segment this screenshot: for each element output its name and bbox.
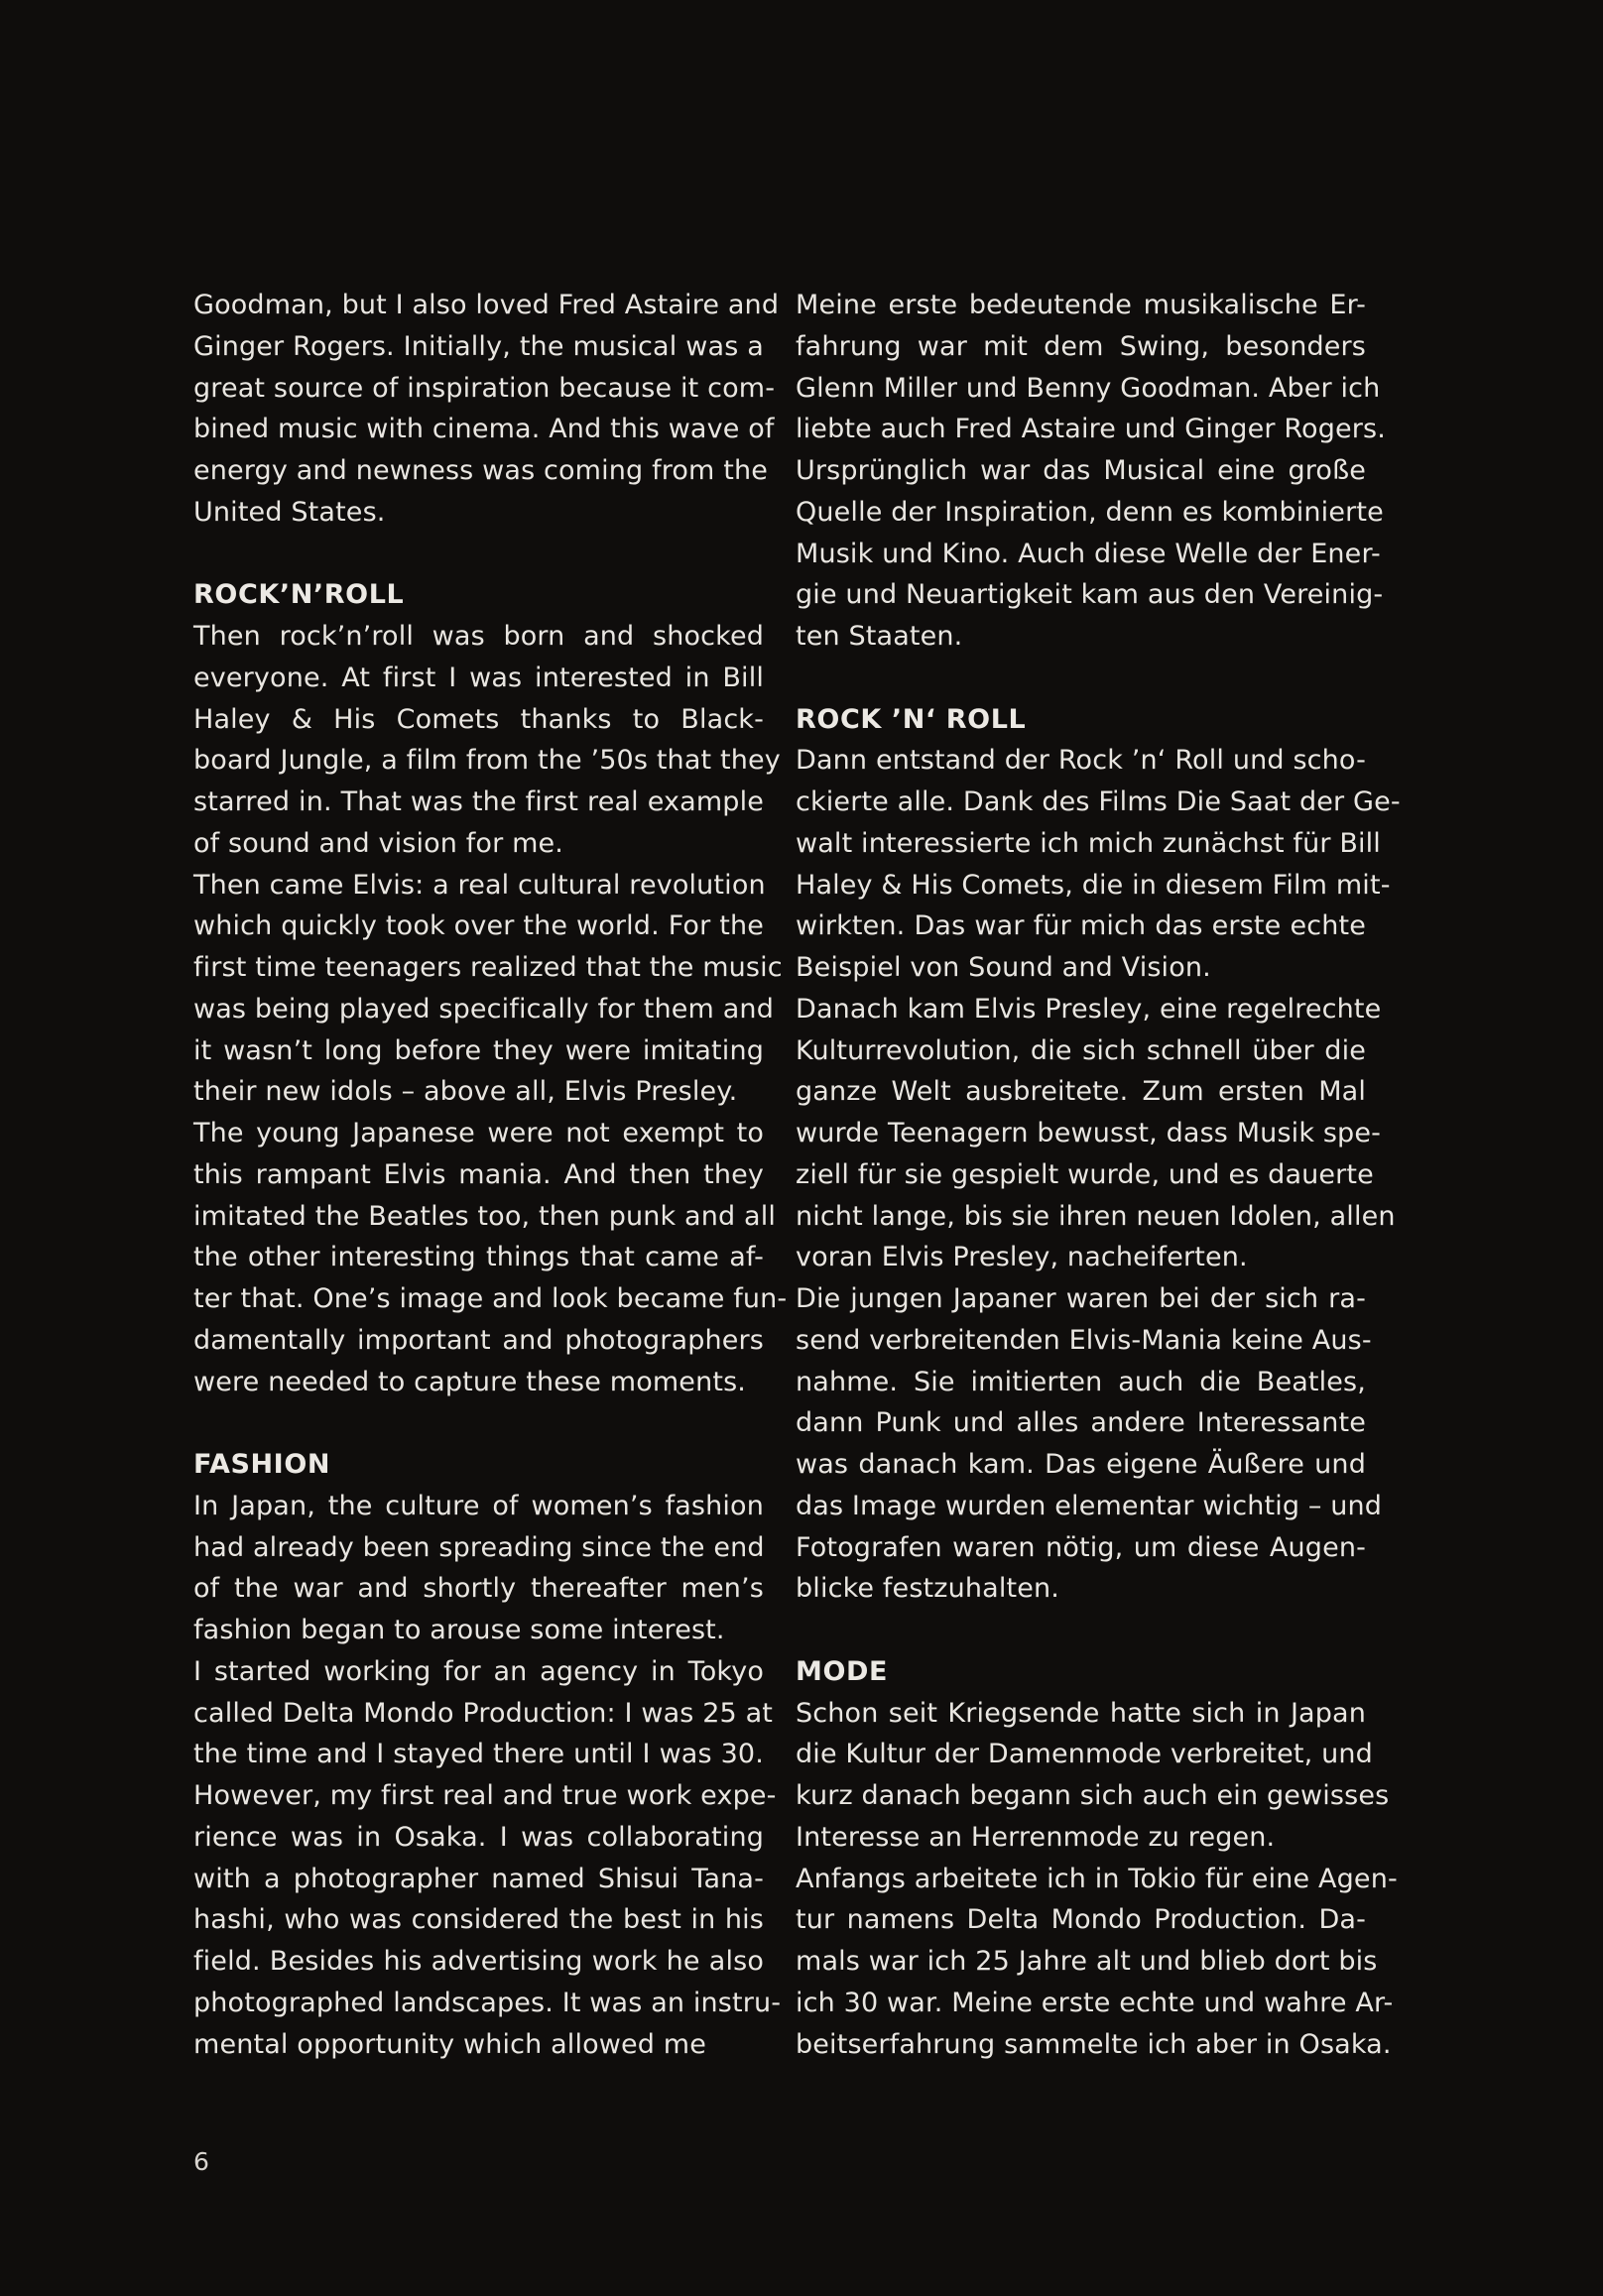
text-line: called Delta Mondo Production: I was 25 at bbox=[193, 1697, 774, 1729]
text-line: Musik und Kino. Auch diese Welle der Ener- bbox=[796, 538, 1381, 569]
text-line: of the war and shortly thereafter men’s bbox=[193, 1573, 764, 1605]
text-line: with a photographer named Shisui Tana- bbox=[193, 1863, 764, 1894]
english-rock-paragraph bbox=[193, 616, 788, 1402]
text-line: Dann entstand der Rock ’n‘ Roll und scho- bbox=[796, 745, 1366, 777]
text-line: Ginger Rogers. Initially, the musical was a bbox=[193, 330, 764, 362]
text-line: beitserfahrung sammelte ich aber in Osaka. bbox=[796, 2028, 1392, 2060]
text-line: Schon seit Kriegsende hatte sich in Japan bbox=[796, 1697, 1366, 1729]
text-line: dann Punk und alles andere Interessante bbox=[796, 1407, 1366, 1439]
text-line: gie und Neuartigkeit kam aus den Vereinig- bbox=[796, 579, 1384, 611]
text-line: of sound and vision for me. bbox=[193, 827, 564, 859]
text-line: this rampant Elvis mania. And then they bbox=[193, 1158, 764, 1190]
text-line: energy and newness was coming from the bbox=[193, 455, 768, 486]
text-line: ganze Welt ausbreitete. Zum ersten Mal bbox=[796, 1076, 1366, 1108]
text-line: tur namens Delta Mondo Production. Da- bbox=[796, 1904, 1366, 1936]
text-line: Interesse an Herrenmode zu regen. bbox=[796, 1821, 1276, 1853]
text-line: nahme. Sie imitierten auch die Beatles, bbox=[796, 1366, 1366, 1397]
text-line: Haley & His Comets thanks to Black- bbox=[193, 703, 764, 735]
text-line: send verbreitenden Elvis-Mania keine Aus- bbox=[796, 1324, 1372, 1356]
text-line: liebte auch Fred Astaire und Ginger Rogers. bbox=[796, 414, 1386, 445]
text-line: which quickly took over the world. For the bbox=[193, 910, 764, 942]
text-line: blicke festzuhalten. bbox=[796, 1573, 1059, 1605]
text-line: ckierte alle. Dank des Films Die Saat der Ge- bbox=[796, 786, 1401, 817]
text-line: it wasn’t long before they were imitating bbox=[193, 1034, 764, 1066]
text-line: everyone. At first I was interested in Bill bbox=[193, 662, 764, 693]
text-line: was danach kam. Das eigene Äußere und bbox=[796, 1449, 1366, 1480]
text-line: However, my first real and true work expe- bbox=[193, 1780, 777, 1811]
text-line: rience was in Osaka. I was collaborating bbox=[193, 1821, 764, 1853]
text-line: field. Besides his advertising work he also bbox=[193, 1946, 764, 1977]
text-line: walt interessierte ich mich zunächst für Bill bbox=[796, 827, 1381, 859]
text-line: was being played specifically for them and bbox=[193, 993, 774, 1025]
text-line: mental opportunity which allowed me bbox=[193, 2028, 706, 2060]
text-line: great source of inspiration because it com- bbox=[193, 372, 776, 404]
text-line: Goodman, but I also loved Fred Astaire and bbox=[193, 290, 780, 320]
text-line: their new idols – above all, Elvis Presley. bbox=[193, 1076, 738, 1108]
text-line: ziell für sie gespielt wurde, und es dauerte bbox=[796, 1158, 1374, 1190]
text-line: Beispiel von Sound and Vision. bbox=[796, 952, 1211, 983]
section-heading-rocknroll-de: ROCK ’N‘ ROLL bbox=[796, 703, 1027, 735]
text-line: fashion began to arouse some interest. bbox=[193, 1615, 725, 1645]
german-mode-paragraph bbox=[796, 1693, 1398, 2066]
section-heading-fashion: FASHION bbox=[193, 1449, 331, 1480]
text-line: Anfangs arbeitete ich in Tokio für eine Agen- bbox=[796, 1863, 1398, 1894]
text-line: starred in. That was the first real example bbox=[193, 786, 764, 817]
section-heading-mode: MODE bbox=[796, 1655, 889, 1687]
paragraph-gap bbox=[796, 1610, 1366, 1651]
german-column bbox=[796, 285, 1401, 2065]
text-line: I started working for an agency in Tokyo bbox=[193, 1655, 764, 1687]
text-line: the time and I stayed there until I was 30. bbox=[193, 1739, 764, 1770]
text-line: wurde Teenagern bewusst, dass Musik spe- bbox=[796, 1118, 1381, 1148]
text-line: Haley & His Comets, die in diesem Film mit- bbox=[796, 869, 1391, 901]
text-line: Then rock’n’roll was born and shocked bbox=[193, 621, 764, 652]
text-line: voran Elvis Presley, nacheiferten. bbox=[796, 1242, 1248, 1273]
text-line: fahrung war mit dem Swing, besonders bbox=[796, 330, 1366, 362]
text-line: ich 30 war. Meine erste echte und wahre Ar- bbox=[796, 1987, 1394, 2018]
text-line: die Kultur der Damenmode verbreitet, und bbox=[796, 1739, 1373, 1770]
text-line: Fotografen waren nötig, um diese Augen- bbox=[796, 1531, 1366, 1563]
text-line: damentally important and photographers bbox=[193, 1324, 764, 1356]
text-line: photographed landscapes. It was an instru- bbox=[193, 1987, 782, 2018]
paragraph-gap bbox=[193, 534, 764, 575]
english-fashion-paragraph bbox=[193, 1486, 782, 2066]
text-line: had already been spreading since the end bbox=[193, 1531, 765, 1563]
text-line: United States. bbox=[193, 496, 386, 528]
text-line: ten Staaten. bbox=[796, 621, 963, 652]
text-line: hashi, who was considered the best in his bbox=[193, 1904, 764, 1936]
text-line: Then came Elvis: a real cultural revolution bbox=[193, 869, 766, 901]
text-line: In Japan, the culture of women’s fashion bbox=[193, 1490, 764, 1521]
text-line: ter that. One’s image and look became fun- bbox=[193, 1283, 788, 1314]
text-line: the other interesting things that came af- bbox=[193, 1242, 764, 1273]
text-line: Glenn Miller und Benny Goodman. Aber ich bbox=[796, 372, 1381, 404]
paragraph-gap bbox=[796, 658, 1366, 699]
text-line: board Jungle, a film from the ’50s that they bbox=[193, 745, 781, 777]
paragraph-gap bbox=[193, 1402, 764, 1444]
text-line: Die jungen Japaner waren bei der sich ra- bbox=[796, 1283, 1366, 1314]
text-line: das Image wurden elementar wichtig – und bbox=[796, 1490, 1383, 1521]
text-line: were needed to capture these moments. bbox=[193, 1366, 747, 1397]
text-line: Quelle der Inspiration, denn es kombinierte bbox=[796, 496, 1384, 528]
text-line: Danach kam Elvis Presley, eine regelrechte bbox=[796, 993, 1382, 1025]
text-line: Ursprünglich war das Musical eine große bbox=[796, 455, 1366, 486]
page-number: 6 bbox=[193, 2147, 209, 2176]
section-heading-rocknroll: ROCK’N’ROLL bbox=[193, 579, 405, 611]
text-line: The young Japanese were not exempt to bbox=[193, 1118, 764, 1148]
text-line: imitated the Beatles too, then punk and all bbox=[193, 1200, 777, 1232]
text-line: nicht lange, bis sie ihren neuen Idolen, allen bbox=[796, 1200, 1396, 1232]
english-column bbox=[193, 285, 788, 2065]
german-rock-paragraph bbox=[796, 740, 1401, 1610]
text-line: bined music with cinema. And this wave of bbox=[193, 414, 775, 445]
english-intro-paragraph bbox=[193, 285, 780, 534]
text-line: kurz danach begann sich auch ein gewisses bbox=[796, 1780, 1390, 1811]
text-line: first time teenagers realized that the music bbox=[193, 952, 783, 983]
text-line: wirkten. Das war für mich das erste echte bbox=[796, 910, 1366, 942]
text-line: mals war ich 25 Jahre alt und blieb dort bis bbox=[796, 1946, 1378, 1977]
text-line: Kulturrevolution, die sich schnell über die bbox=[796, 1034, 1366, 1066]
text-line: Meine erste bedeutende musikalische Er- bbox=[796, 290, 1366, 320]
german-intro-paragraph bbox=[796, 285, 1386, 658]
